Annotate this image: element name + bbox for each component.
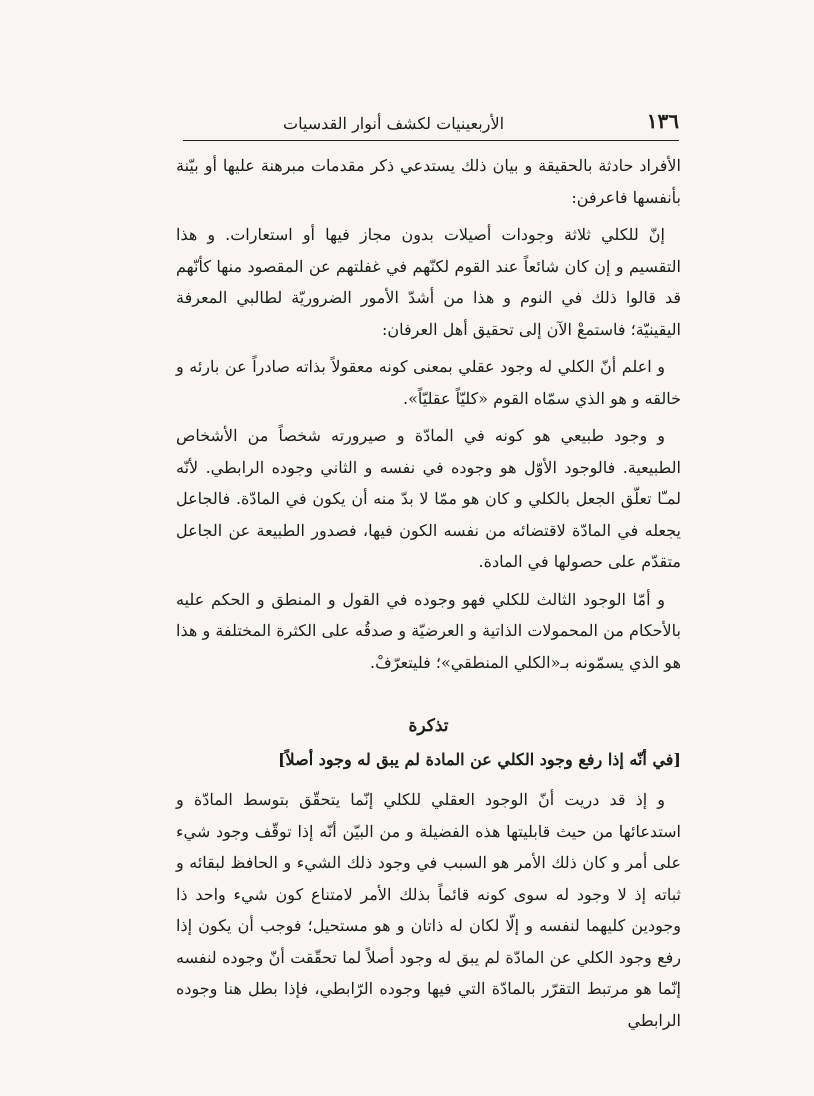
paragraph: و إذ قد دريت أنّ الوجود العقلي للكلي إنّما يتحقّق بتوسط المادّة و استدعائها من حيث قابليتها هذه الفضيلة و من البيّن أنّه إذا توقّف وجود شيء على أمر و كان ذلك الأمر هو السبب في وجود ذلك الشيء و الحافظ لبقائه و ثباته إذ لا وجود له سوى كونه قائماً بذلك الأمر لامتناع كون شيء واحد ذا وجودين كليهما لنفسه و إلّا لكان له ذاتان و هو مستحيل؛ فوجب أن يكون إذا رفع وجود الكلي عن المادّة لم يبق له وجود أصلاً لما تحقّقت أنّ وجوده لنفسه إنّما هو مرتبط التقرّر بالمادّة التي فيها وجوده الرّابطي، فإذا بطل هنا وجوده الرابطي bbox=[176, 790, 682, 1030]
section-title: تذكرة bbox=[408, 716, 449, 736]
paragraph: إنّ للكلي ثلاثة وجودات أصيلات بدون مجاز فيها أو استعارات. و هذا التقسيم و إن كان شائعاً عند القوم لكنّهم في غفلتهم عن المقصود منها كأنّهم قد قالوا ذلك في النوم و هذا من أشدّ الأمور الضروريّة لطالبي المعرفة اليقينيّة؛ فاستمعْ الآن إلى تحقيق أهل العرفان: bbox=[176, 225, 681, 339]
running-title: الأربعينيات لكشف أنوار القدسيات bbox=[283, 114, 505, 133]
page-header bbox=[183, 108, 679, 141]
paragraph: و اعلم أنّ الكلي له وجود عقلي بمعنى كونه معقولاً بذاته صادراً عن بارئه و خالقه و هو الذي سمّاه القوم «كليّاً عقليّاً». bbox=[176, 357, 681, 408]
section-subtitle: [في أنّه إذا رفع وجود الكلي عن المادة لم يبق له وجود أصلاً] bbox=[277, 750, 681, 769]
paragraph: و أمّا الوجود الثالث للكلي فهو وجوده في القول و المنطق و الحكم عليه بالأحكام من المحمولات الذاتية و العرضيّة و صدقُه على الكثرة المختلفة و هذا هو الذي يسمّونه بـ«الكلي المنطقي»؛ فليتعرّفْ. bbox=[176, 589, 681, 672]
body-text-top bbox=[176, 150, 681, 684]
body-text-bottom bbox=[176, 784, 681, 1042]
paragraph: الأفراد حادثة بالحقيقة و بيان ذلك يستدعي ذكر مقدمات مبرهنة عليها أو بيّنة بأنفسها فاعرفن: bbox=[176, 156, 681, 207]
page-number: ١٣٦ bbox=[646, 109, 679, 133]
paragraph: و وجود طبيعي هو كونه في المادّة و صيرورته شخصاً من الأشخاص الطبيعية. فالوجود الأوّل هو وجوده في نفسه و الثاني وجوده الرابطي. لأنّه لمـّا تعلّق الجعل بالكلي و كان هو ممّا لا بدّ منه أن يكون في المادّة. فالجاعل يجعله في المادّة لاقتضائه من نفسه الكون فيها، فصدور الطبيعة عن الجاعل متقدّم على حصولها في المادة. bbox=[176, 426, 682, 571]
